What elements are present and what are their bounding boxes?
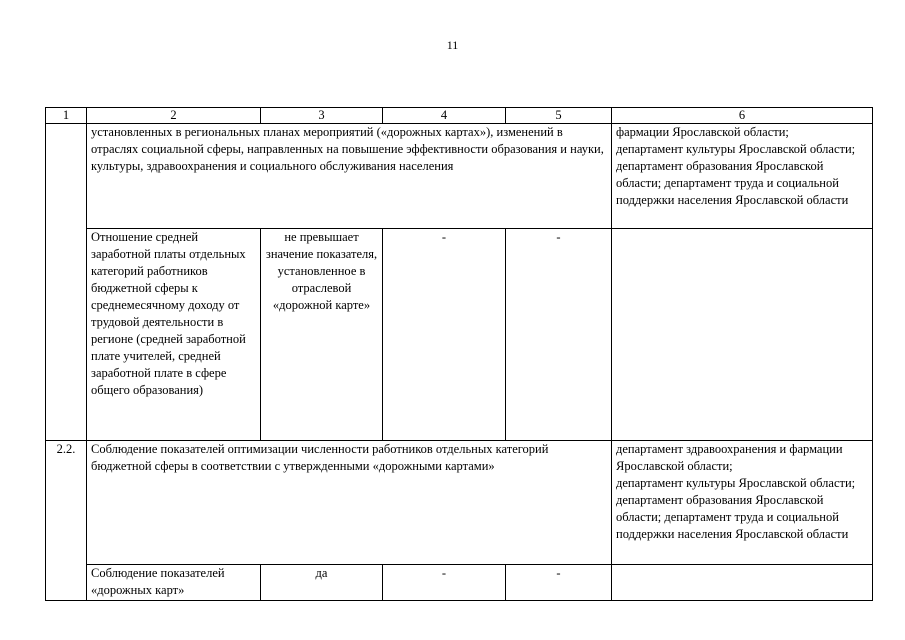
header-cell-3: 3 xyxy=(261,108,383,124)
col5-cell: - xyxy=(506,565,612,601)
header-cell-2: 2 xyxy=(87,108,261,124)
indicator-text: Отношение средней заработной платы отдельных категорий работников бюджетной сферы к среднемесячному доходу от трудовой деятельности в регионе (средней заработной плате учителей, средней заработной плате в сфере общего образования) xyxy=(91,230,246,397)
responsible-cell xyxy=(612,441,873,565)
header-cell-6: 6 xyxy=(612,108,873,124)
indicator-cell xyxy=(87,565,261,601)
header-cell-4: 4 xyxy=(383,108,506,124)
table-row xyxy=(46,441,873,565)
value-cell xyxy=(261,565,383,601)
row-number-cell xyxy=(46,124,87,441)
value-text: не превышает значение показателя, установленное в отраслевой «дорожной карте» xyxy=(265,230,378,312)
measure-text-cell xyxy=(87,124,612,229)
table-row xyxy=(46,124,873,229)
indicator-cell xyxy=(87,229,261,441)
page-number: 11 xyxy=(446,38,459,52)
header-cell-1: 1 xyxy=(46,108,87,124)
table-row xyxy=(46,229,873,441)
value-cell xyxy=(261,229,383,441)
table-header-row xyxy=(46,108,873,124)
responsible-text: департамент здравоохранения и фармации Ярославской области; департамент культуры Ярославской области; департамент образования Ярославской области; департамент труда и социальной поддержки населения Ярославской области xyxy=(616,442,856,541)
col6-cell xyxy=(612,565,873,601)
measure-text: Соблюдение показателей оптимизации численности работников отдельных категорий бюджетной сферы в соответствии с утвержденными «дорожными картами» xyxy=(91,442,549,473)
header-cell-5: 5 xyxy=(506,108,612,124)
indicator-text: Соблюдение показателей «дорожных карт» xyxy=(91,566,225,597)
measure-text-cell xyxy=(87,441,612,565)
col5-cell: - xyxy=(506,229,612,441)
responsible-text: фармации Ярославской области; департамент культуры Ярославской области; департамент образования Ярославской области; департамент труда и социальной поддержки населения Ярославской области xyxy=(616,125,856,207)
row-number-cell: 2.2. xyxy=(46,441,87,601)
responsible-cell xyxy=(612,124,873,229)
table-row xyxy=(46,565,873,601)
measure-text: установленных в региональных планах мероприятий («дорожных картах»), изменений в отраслях социальной сферы, направленных на повышение эффективности образования и науки, культуры, здравоохранения и социального обслуживания населения xyxy=(91,125,604,173)
col6-cell xyxy=(612,229,873,441)
document-table xyxy=(45,107,873,601)
value-text: да xyxy=(315,566,328,580)
col4-cell: - xyxy=(383,565,506,601)
col4-cell: - xyxy=(383,229,506,441)
